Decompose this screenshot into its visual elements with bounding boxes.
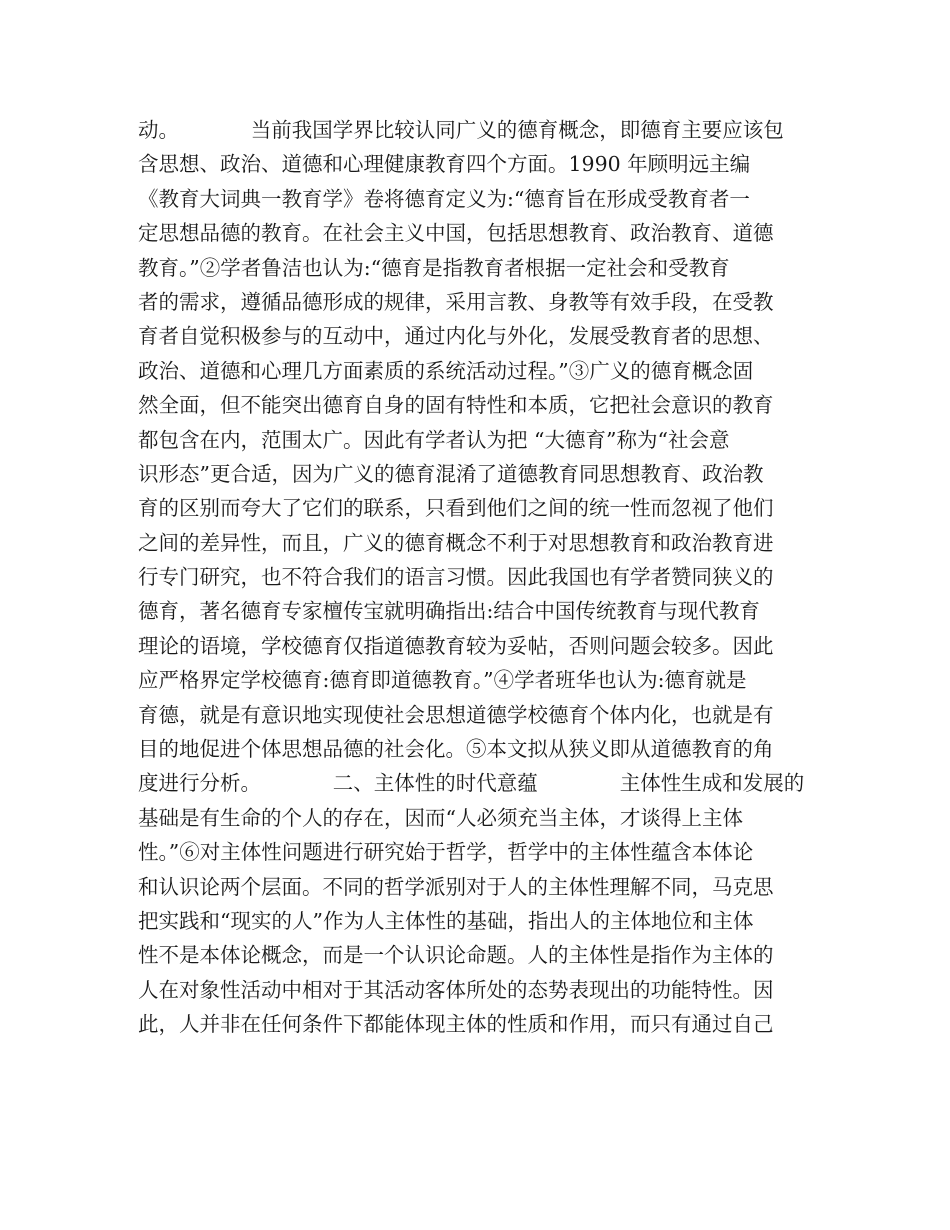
text-line: 含思想、政治、道德和心理健康教育四个方面。1990 年顾明远主编 bbox=[138, 152, 751, 177]
text-line: 育的区别而夸大了它们的联系，只看到他们之间的统一性而忽视了他们 bbox=[138, 496, 774, 521]
text-line: 德育，著名德育专家檀传宝就明确指出:结合中国传统教育与现代教育 bbox=[138, 599, 760, 624]
text-line: 度进行分析。 二、主体性的时代意蕴 主体性生成和发展的 bbox=[138, 771, 805, 796]
text-line: 基础是有生命的个人的存在，因而“人必须充当主体，才谈得上主体 bbox=[138, 805, 743, 830]
text-line: 育者自觉积极参与的互动中，通过内化与外化，发展受教育者的思想、 bbox=[138, 324, 774, 349]
text-line: 《教育大词典一教育学》卷将德育定义为:“德育旨在形成受教育者一 bbox=[138, 186, 750, 211]
text-line: 然全面，但不能突出德育自身的固有特性和本质，它把社会意识的教育 bbox=[138, 393, 774, 418]
text-line: 政治、道德和心理几方面素质的系统活动过程。”③广义的德育概念固 bbox=[138, 358, 754, 383]
text-line: 应严格界定学校德育:德育即道德教育。”④学者班华也认为:德育就是 bbox=[138, 668, 747, 693]
text-line: 理论的语境，学校德育仅指道德教育较为妥帖，否则问题会较多。因此 bbox=[138, 633, 774, 658]
text-line: 行专门研究，也不符合我们的语言习惯。因此我国也有学者赞同狭义的 bbox=[138, 565, 774, 590]
text-line: 和认识论两个层面。不同的哲学派别对于人的主体性理解不同，马克思 bbox=[138, 874, 774, 899]
text-line: 之间的差异性，而且，广义的德育概念不利于对思想教育和政治教育进 bbox=[138, 530, 774, 555]
text-line: 定思想品德的教育。在社会主义中国，包括思想教育、政治教育、道德 bbox=[138, 221, 774, 246]
text-line: 人在对象性活动中相对于其活动客体所处的态势表现出的功能特性。因 bbox=[138, 977, 774, 1002]
text-line: 性。”⑥对主体性问题进行研究始于哲学，哲学中的主体性蕴含本体论 bbox=[138, 840, 754, 865]
text-line: 教育。”②学者鲁洁也认为:“德育是指教育者根据一定社会和受教育 bbox=[138, 255, 730, 280]
text-line: 把实践和“现实的人”作为人主体性的基础，指出人的主体地位和主体 bbox=[138, 908, 754, 933]
text-line: 性不是本体论概念，而是一个认识论命题。人的主体性是指作为主体的 bbox=[138, 943, 774, 968]
text-line: 都包含在内，范围太广。因此有学者认为把 “大德育”称为“社会意 bbox=[138, 427, 730, 452]
text-line: 育德，就是有意识地实现使社会思想道德学校德育个体内化，也就是有 bbox=[138, 702, 774, 727]
text-line: 识形态”更合适，因为广义的德育混淆了道德教育同思想教育、政治教 bbox=[138, 461, 764, 486]
text-line: 动。 当前我国学界比较认同广义的德育概念，即德育主要应该包 bbox=[138, 118, 784, 142]
text-line: 目的地促进个体思想品德的社会化。⑤本文拟从狭义即从道德教育的角 bbox=[138, 737, 774, 762]
text-line: 此，人并非在任何条件下都能体现主体的性质和作用，而只有通过自己 bbox=[138, 1012, 774, 1037]
text-line: 者的需求，遵循品德形成的规律，采用言教、身教等有效手段，在受教 bbox=[138, 289, 774, 314]
document-body bbox=[138, 113, 816, 1042]
